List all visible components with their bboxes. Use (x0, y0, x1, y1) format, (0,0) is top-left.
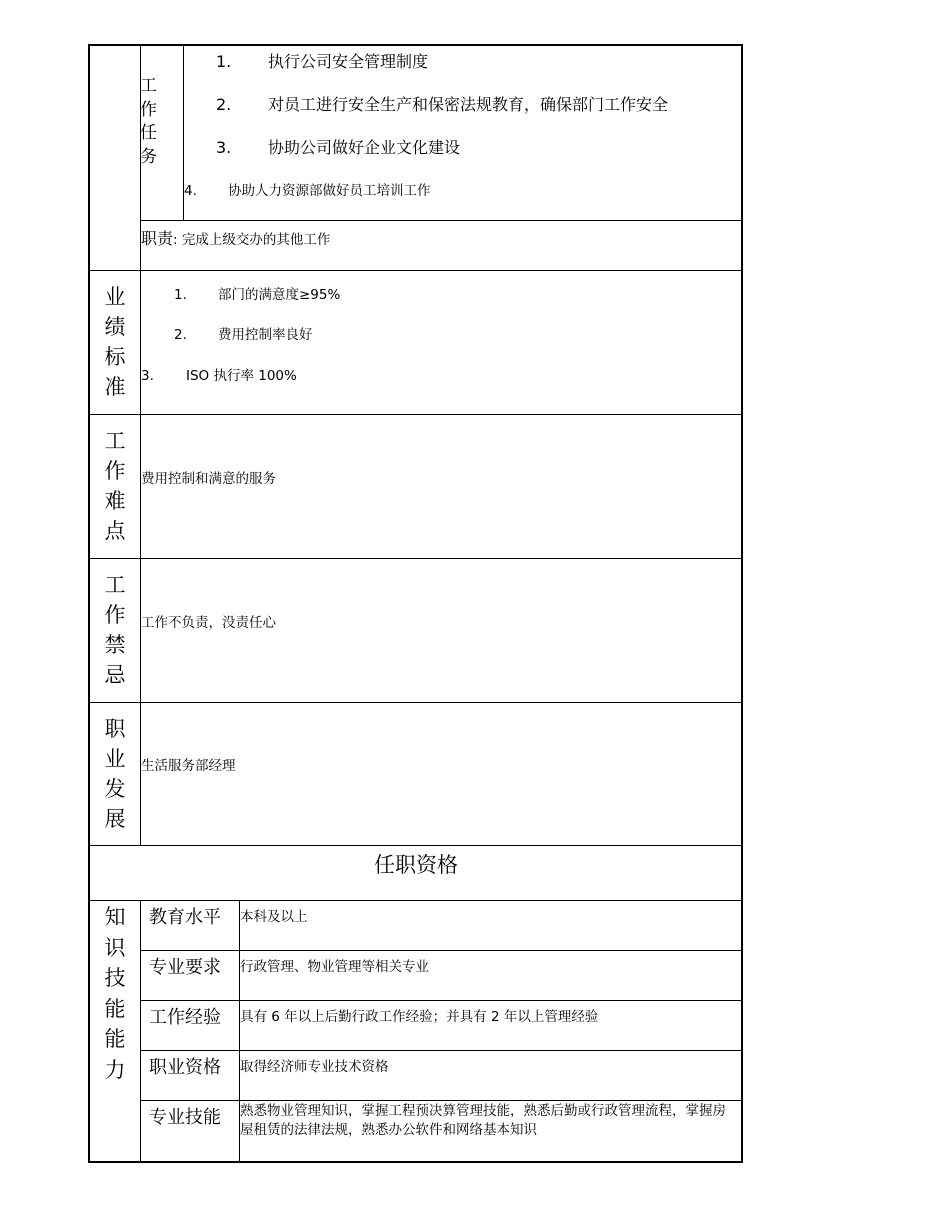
qual-label-skills: 专业技能 (149, 1107, 221, 1128)
qualification-group-label: 知 识 技 能 能 力 (104, 905, 126, 1082)
career-label: 职 业 发 展 (104, 716, 126, 831)
qual-value-skills: 熟悉物业管理知识，掌握工程预决算管理技能，熟悉后勤或行政管理流程，掌握房屋租赁的法律法规，熟悉办公软件和网络基本知识 (240, 1103, 726, 1138)
divider-performance-bottom (90, 414, 743, 415)
responsibility-line: 职责: 完成上级交办的其他工作 (141, 229, 331, 248)
divider-qual-row-3 (140, 1050, 743, 1051)
divider-qual-row-1 (140, 950, 743, 951)
task-item-3: 3. 协助公司做好企业文化建设 (216, 138, 461, 157)
divider-tasks-bottom (140, 220, 743, 221)
performance-label: 业 绩 标 准 (104, 285, 126, 399)
divider-qual-row-4 (140, 1100, 743, 1101)
qualification-title: 任职资格 (374, 853, 458, 877)
divider-qual-title-bottom (90, 900, 743, 901)
performance-item-1: 1. 部门的满意度≥95% (174, 287, 341, 303)
task-item-2: 2. 对员工进行安全生产和保密法规教育，确保部门工作安全 (216, 95, 669, 114)
difficulty-text: 费用控制和满意的服务 (141, 471, 276, 487)
tasks-label: 工 作 任 务 (140, 76, 157, 167)
performance-item-3: 3. ISO 执行率 100% (141, 368, 297, 384)
divider-difficulty-bottom (90, 558, 743, 559)
qual-value-major: 行政管理、物业管理等相关专业 (240, 959, 429, 975)
qual-value-education: 本科及以上 (240, 909, 308, 925)
divider-duty-bottom (90, 270, 743, 271)
qual-label-major: 专业要求 (149, 957, 221, 978)
divider-career-bottom (90, 845, 743, 846)
qual-label-certification: 职业资格 (149, 1057, 221, 1078)
qual-label-education: 教育水平 (149, 907, 221, 928)
job-description-table (88, 44, 743, 1163)
performance-item-2: 2. 费用控制率良好 (174, 327, 313, 343)
qual-value-certification: 取得经济师专业技术资格 (240, 1059, 389, 1075)
divider-taboo-bottom (90, 702, 743, 703)
divider-qual-row-2 (140, 1000, 743, 1001)
task-item-4: 4. 协助人力资源部做好员工培训工作 (184, 183, 431, 199)
taboo-label: 工 作 禁 忌 (104, 573, 126, 687)
qual-value-experience: 具有 6 年以上后勤行政工作经验；并具有 2 年以上管理经验 (240, 1009, 599, 1025)
career-text: 生活服务部经理 (141, 758, 236, 774)
task-item-1: 1. 执行公司安全管理制度 (216, 52, 429, 71)
divider-qual-label-column (140, 900, 141, 1163)
difficulty-label: 工 作 难 点 (104, 429, 126, 543)
taboo-text: 工作不负责，没责任心 (141, 615, 276, 631)
qual-label-experience: 工作经验 (149, 1007, 221, 1028)
